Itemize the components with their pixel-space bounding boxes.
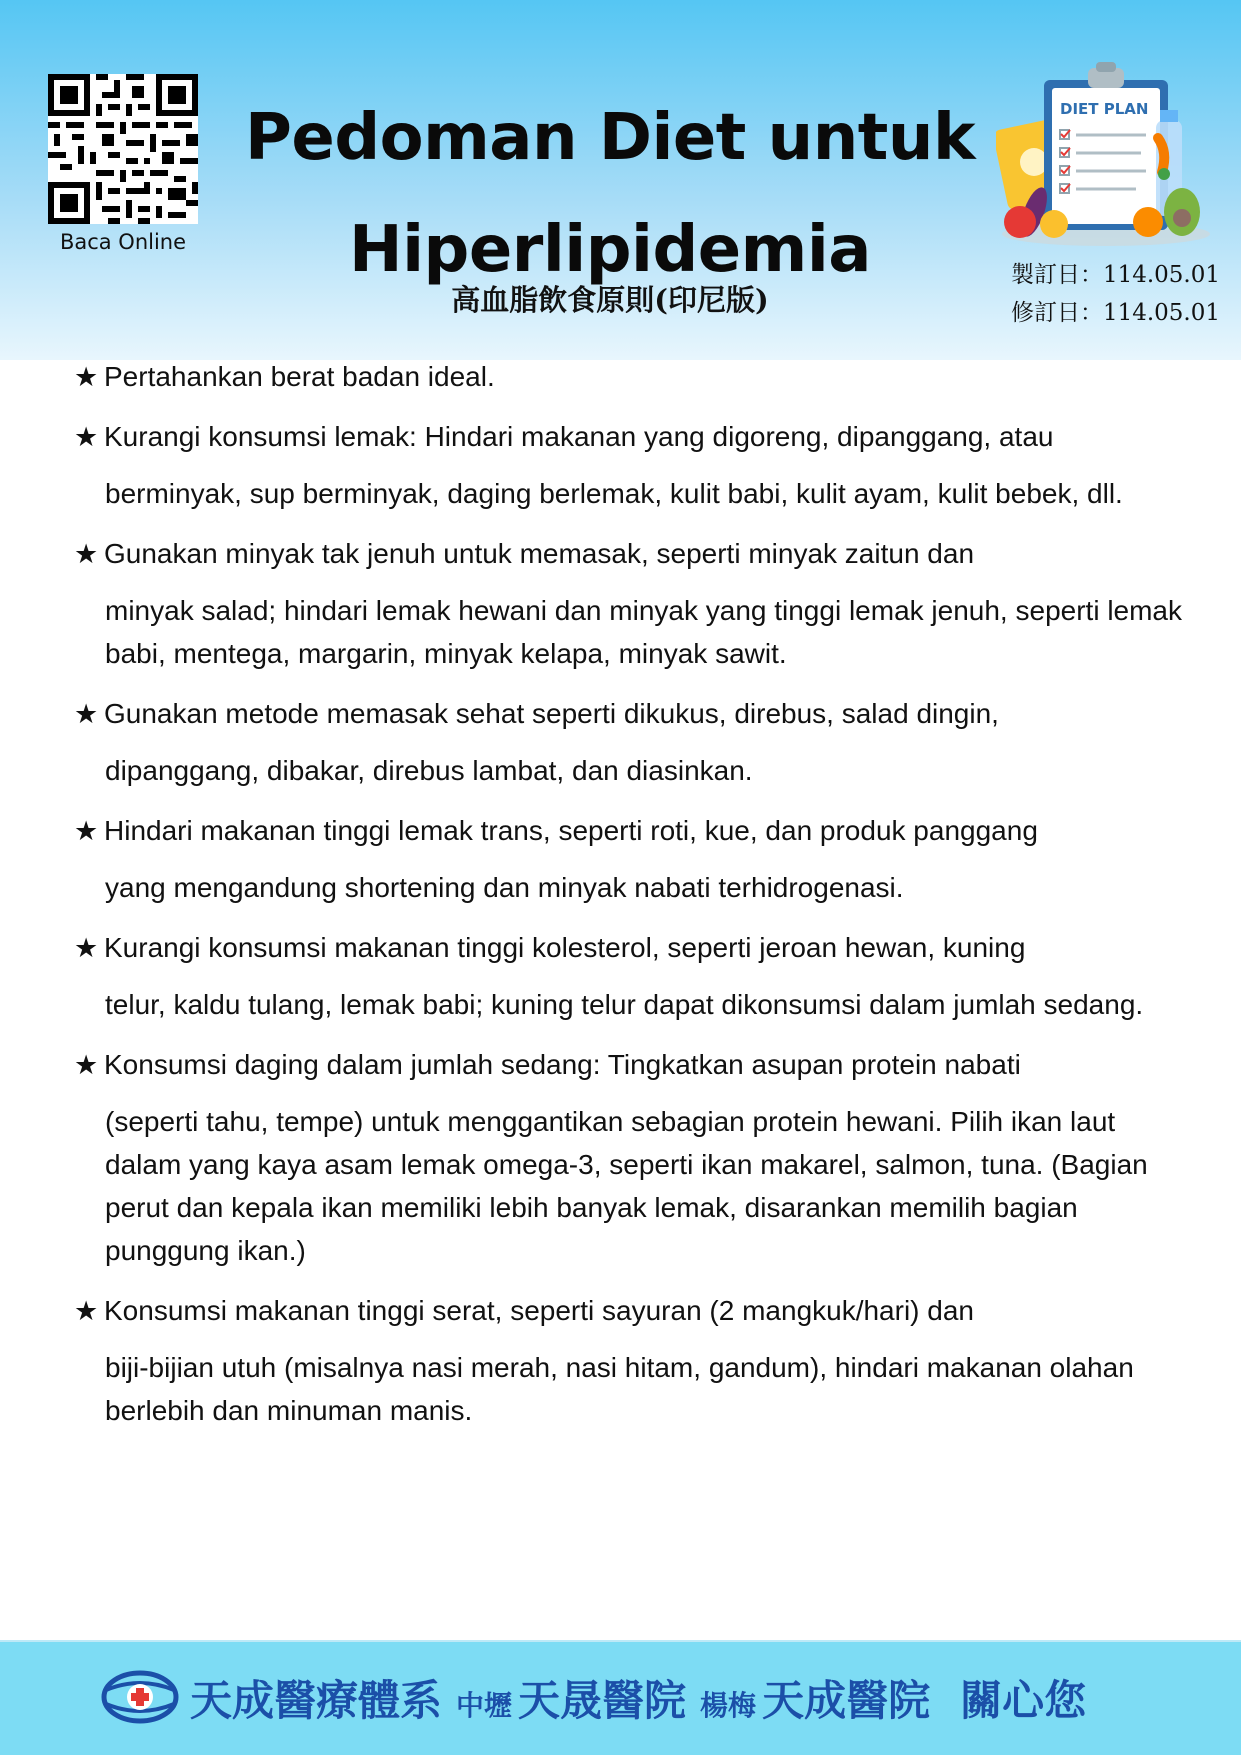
guideline-text: Gunakan metode memasak sehat seperti dikukus, direbus, salad dingin,: [104, 698, 999, 729]
footer-location-2: 楊梅: [700, 1689, 757, 1722]
guideline-item: [74, 416, 1184, 515]
guideline-text: Hindari makanan tinggi lemak trans, seperti roti, kue, dan produk panggang: [104, 815, 1038, 846]
guideline-text: Konsumsi makanan tinggi serat, seperti sayuran (2 mangkuk/hari) dan: [104, 1295, 974, 1326]
date-created: 製訂日：114.05.01: [1010, 262, 1220, 288]
guideline-text: Kurangi konsumsi makanan tinggi kolesterol, seperti jeroan hewan, kuning: [104, 932, 1026, 963]
guideline-text-cont: biji-bijian utuh (misalnya nasi merah, nasi hitam, gandum), hindari makanan olahan berlebih dan minuman manis.: [105, 1352, 1134, 1426]
guideline-item: [74, 1044, 1184, 1272]
title-line-2: Hiperlipidemia: [349, 213, 871, 287]
date-revised: 修訂日：114.05.01: [1010, 300, 1220, 326]
footer-care: 關心您: [960, 1676, 1087, 1725]
title-line-1: Pedoman Diet untuk: [245, 101, 975, 175]
star-icon: ★: [74, 816, 99, 846]
guideline-text: Konsumsi daging dalam jumlah sedang: Tingkatkan asupan protein nabati: [104, 1049, 1021, 1080]
page-subtitle: 高血脂飲食原則(印尼版): [451, 283, 769, 317]
star-icon: ★: [74, 422, 99, 452]
footer-text: [190, 1668, 1190, 1728]
guideline-text-cont: dipanggang, dibakar, direbus lambat, dan diasinkan.: [105, 755, 753, 786]
footer-hospital-1: 天晟醫院: [518, 1676, 687, 1725]
star-icon: ★: [74, 362, 99, 392]
guideline-text: Gunakan minyak tak jenuh untuk memasak, seperti minyak zaitun dan: [104, 538, 975, 569]
qr-caption[interactable]: Baca Online: [59, 230, 187, 254]
star-icon: ★: [74, 1296, 99, 1326]
qr-code-icon[interactable]: [48, 74, 198, 224]
star-icon: ★: [74, 1050, 99, 1080]
guideline-item: [74, 810, 1184, 909]
guideline-item: [74, 927, 1184, 1026]
guideline-text-cont: telur, kaldu tulang, lemak babi; kuning telur dapat dikonsumsi dalam jumlah sedang.: [105, 989, 1144, 1020]
diet-plan-illustration: [996, 62, 1218, 252]
footer-location-1: 中壢: [456, 1689, 513, 1722]
guideline-list: [74, 356, 1184, 1450]
guideline-text-cont: berminyak, sup berminyak, daging berlemak, kulit babi, kulit ayam, kulit bebek, dll.: [105, 478, 1123, 509]
page-title: [240, 82, 980, 306]
star-icon: ★: [74, 699, 99, 729]
guideline-item: [74, 356, 1184, 398]
guideline-item: [74, 1290, 1184, 1432]
hospital-logo-icon: [100, 1662, 180, 1732]
qr-code-block[interactable]: [48, 74, 198, 254]
header-banner: [0, 0, 1241, 360]
guideline-text-cont: (seperti tahu, tempe) untuk menggantikan sebagian protein hewani. Pilih ikan laut dalam yang kaya asam lemak omega-3, seperti ikan makarel, salmon, tuna. (Bagian perut dan kepala ikan memiliki lebih banyak lemak, disarankan memilih bagian punggung ikan.): [105, 1106, 1148, 1266]
guideline-text: Kurangi konsumsi lemak: Hindari makanan yang digoreng, dipanggang, atau: [104, 421, 1054, 452]
footer-bar: [0, 1640, 1241, 1755]
star-icon: ★: [74, 933, 99, 963]
footer-hospital-2: 天成醫院: [762, 1676, 931, 1725]
revision-dates: [1000, 256, 1220, 332]
svg-text:DIET PLAN: DIET PLAN: [1060, 100, 1149, 118]
footer-system: 天成醫療體系: [190, 1676, 443, 1725]
guideline-text-cont: minyak salad; hindari lemak hewani dan minyak yang tinggi lemak jenuh, seperti lemak babi, mentega, margarin, minyak kelapa, minyak sawit.: [105, 595, 1183, 669]
guideline-item: [74, 693, 1184, 792]
guideline-text-cont: yang mengandung shortening dan minyak nabati terhidrogenasi.: [105, 872, 904, 903]
guideline-item: [74, 533, 1184, 675]
guideline-text: Pertahankan berat badan ideal.: [104, 361, 495, 392]
star-icon: ★: [74, 539, 99, 569]
